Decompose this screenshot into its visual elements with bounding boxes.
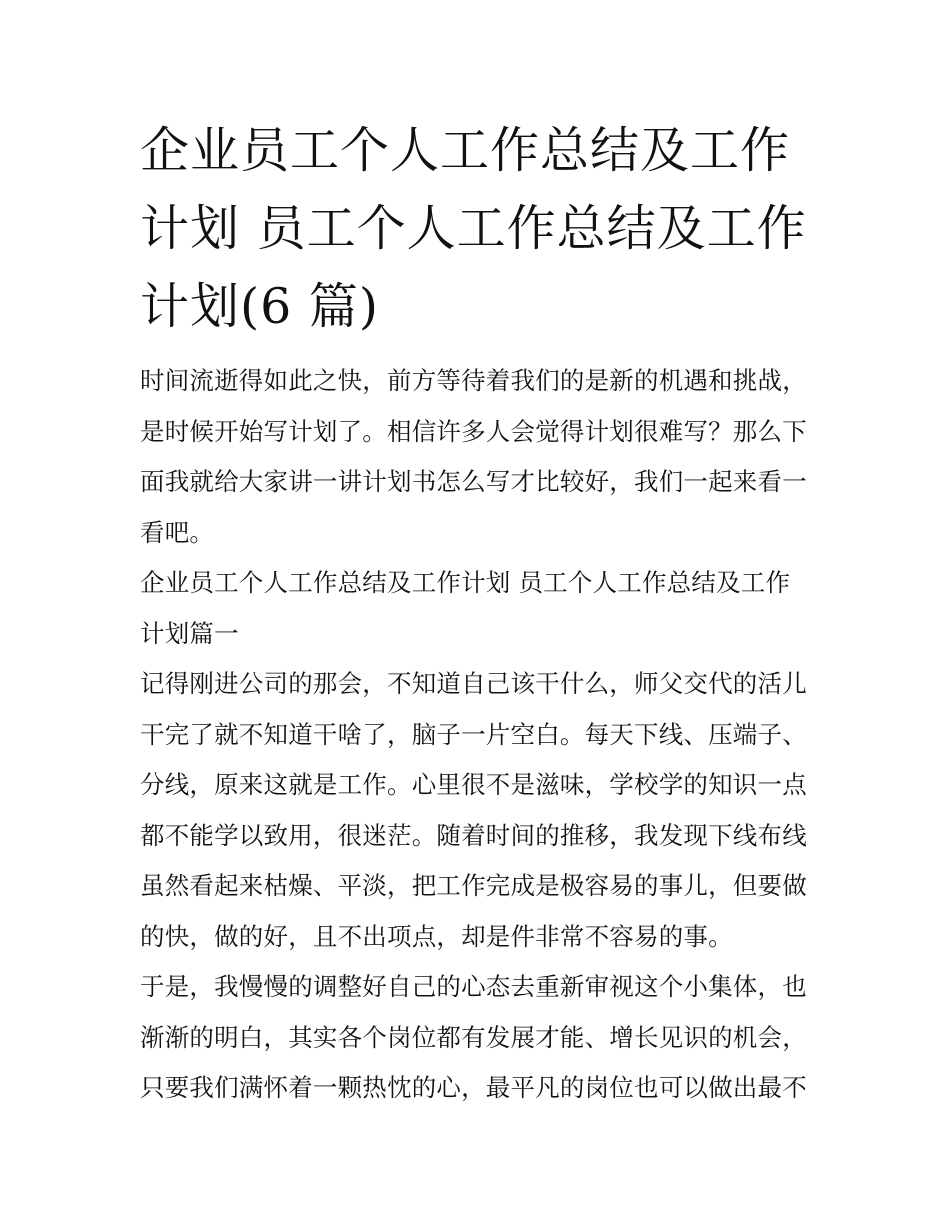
- text-line: 虽然看起来枯燥、平淡，把工作完成是极容易的事儿，但要做: [140, 871, 807, 900]
- title-line-2: 计划 员工个人工作总结及工作: [140, 200, 807, 257]
- title-line-1: 企业员工个人工作总结及工作: [140, 122, 791, 179]
- intro-paragraph: [140, 356, 830, 558]
- text-line: 是时候开始写计划了。相信许多人会觉得计划很难写？那么下: [140, 416, 807, 446]
- text-line: 记得刚进公司的那会，不知道自己该干什么，师父交代的活儿: [140, 669, 807, 698]
- text-line: 于是，我慢慢的调整好自己的心态去重新审视这个小集体，也: [140, 972, 807, 1001]
- text-line: 分线，原来这就是工作。心里很不是滋味，学校学的知识一点: [140, 770, 807, 799]
- section-heading: [140, 558, 830, 659]
- text-line: 看吧。: [140, 517, 215, 547]
- title-line-3: 计划(6 篇): [140, 278, 379, 335]
- text-line: 渐渐的明白，其实各个岗位都有发展才能、增长见识的机会，: [140, 1022, 807, 1052]
- text-line: 时间流逝得如此之快，前方等待着我们的是新的机遇和挑战，: [140, 366, 807, 395]
- text-line: 都不能学以致用，很迷茫。随着时间的推移，我发现下线布线: [140, 820, 807, 850]
- text-line: 企业员工个人工作总结及工作计划 员工个人工作总结及工作: [140, 568, 791, 597]
- text-line: 计划篇一: [140, 618, 239, 648]
- text-line: 干完了就不知道干啥了，脑子一片空白。每天下线、压端子、: [140, 719, 807, 749]
- text-line: 只要我们满怀着一颗热忱的心，最平凡的岗位也可以做出最不: [140, 1073, 807, 1102]
- document-body: [140, 356, 830, 1114]
- text-line: 的快，做的好，且不出项点，却是件非常不容易的事。: [140, 921, 733, 951]
- body-paragraph-1: [140, 659, 830, 962]
- document-title: [140, 112, 840, 346]
- body-paragraph-2: [140, 962, 830, 1114]
- text-line: 面我就给大家讲一讲计划书怎么写才比较好，我们一起来看一: [140, 467, 807, 496]
